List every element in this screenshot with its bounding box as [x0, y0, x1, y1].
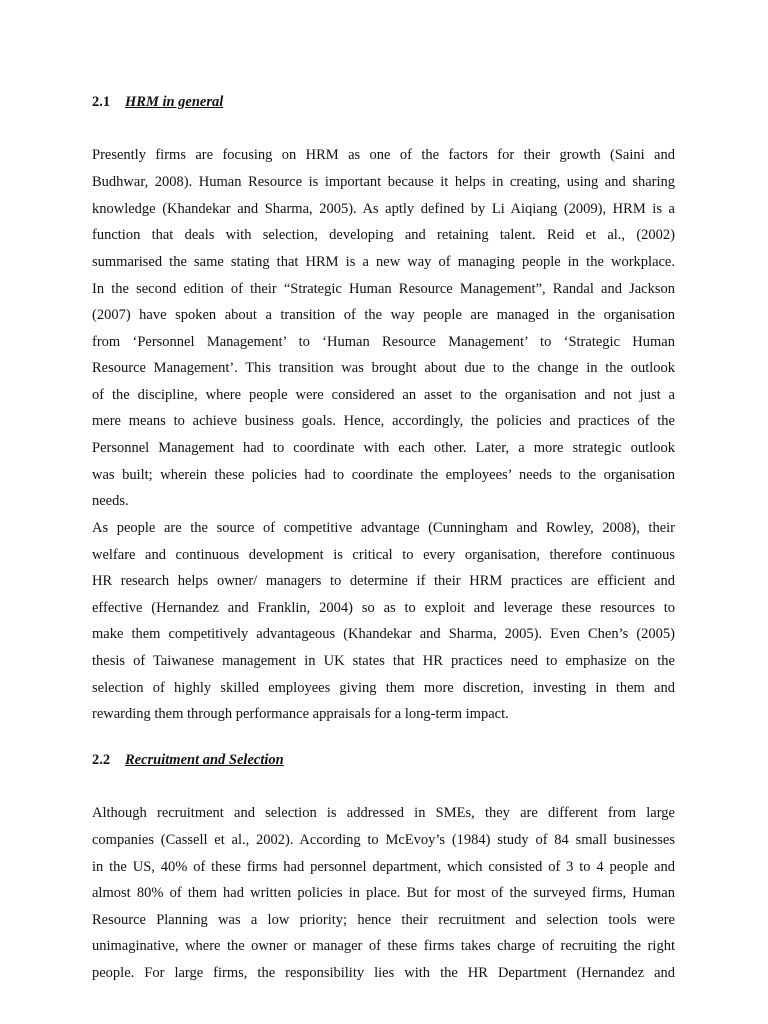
- text-line: selection of highly skilled employees giving them more discretion, investing in them and: [92, 680, 675, 696]
- text-line: effective (Hernandez and Franklin, 2004) so as to exploit and leverage these resources to: [92, 600, 675, 616]
- section-heading-2-2: [92, 750, 284, 770]
- text-line: Personnel Management had to coordinate with each other. Later, a more strategic outlook: [92, 440, 675, 456]
- text-line: HR research helps owner/ managers to determine if their HRM practices are efficient and: [92, 573, 675, 589]
- text-line: of the discipline, where people were considered an asset to the organisation and not just a: [92, 387, 675, 403]
- text-line: people. For large firms, the responsibility lies with the HR Department (Hernandez and: [92, 965, 675, 981]
- text-line: thesis of Taiwanese management in UK states that HR practices need to emphasize on the: [92, 653, 675, 669]
- text-line: rewarding them through performance appraisals for a long-term impact.: [92, 706, 509, 722]
- text-line: companies (Cassell et al., 2002). According to McEvoy’s (1984) study of 84 small businesses: [92, 832, 675, 848]
- text-line: unimaginative, where the owner or manager of these firms takes charge of recruiting the right: [92, 938, 675, 954]
- text-line: Although recruitment and selection is addressed in SMEs, they are different from large: [92, 805, 675, 821]
- text-line: Resource Planning was a low priority; hence their recruitment and selection tools were: [92, 912, 675, 928]
- text-line: Presently firms are focusing on HRM as one of the factors for their growth (Saini and: [92, 147, 675, 163]
- text-line: in the US, 40% of these firms had personnel department, which consisted of 3 to 4 people and: [92, 859, 675, 875]
- section-number: 2.2: [92, 752, 111, 768]
- section-title: Recruitment and Selection: [125, 752, 284, 768]
- section-title: HRM in general: [125, 94, 224, 110]
- text-line: Resource Management’. This transition was brought about due to the change in the outlook: [92, 360, 675, 376]
- text-line: As people are the source of competitive advantage (Cunningham and Rowley, 2008), their: [92, 520, 675, 536]
- text-line: In the second edition of their “Strategic Human Resource Management”, Randal and Jackson: [92, 281, 675, 297]
- text-line: Budhwar, 2008). Human Resource is important because it helps in creating, using and sharing: [92, 174, 675, 190]
- text-line: welfare and continuous development is critical to every organisation, therefore continuous: [92, 547, 675, 563]
- text-line: was built; wherein these policies had to coordinate the employees’ needs to the organisation: [92, 467, 675, 483]
- text-line: from ‘Personnel Management’ to ‘Human Resource Management’ to ‘Strategic Human: [92, 334, 675, 350]
- text-line: needs.: [92, 493, 129, 509]
- text-line: mere means to achieve business goals. Hence, accordingly, the policies and practices of the: [92, 413, 675, 429]
- text-line: function that deals with selection, developing and retaining talent. Reid et al., (2002): [92, 227, 675, 243]
- text-line: knowledge (Khandekar and Sharma, 2005). As aptly defined by Li Aiqiang (2009), HRM is a: [92, 201, 675, 217]
- text-line: (2007) have spoken about a transition of the way people are managed in the organisation: [92, 307, 675, 323]
- section-number: 2.1: [92, 94, 111, 110]
- section-heading-2-1: [92, 92, 223, 112]
- text-line: almost 80% of them had written policies in place. But for most of the surveyed firms, Human: [92, 885, 675, 901]
- text-line: summarised the same stating that HRM is a new way of managing people in the workplace.: [92, 254, 675, 270]
- text-line: make them competitively advantageous (Khandekar and Sharma, 2005). Even Chen’s (2005): [92, 626, 675, 642]
